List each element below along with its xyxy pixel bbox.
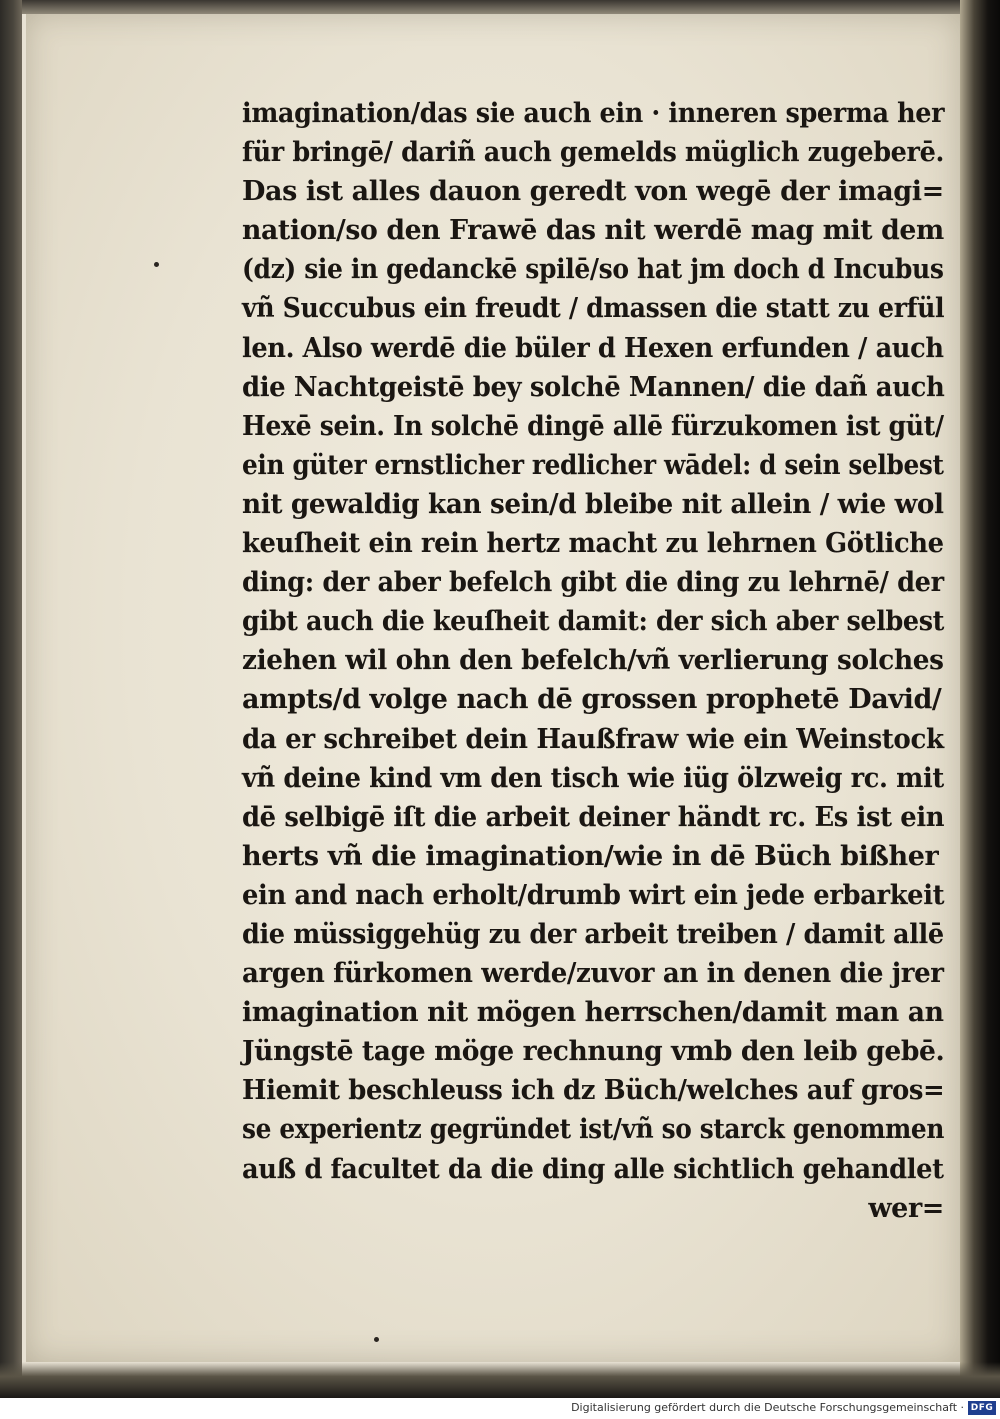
text-line: ein and nach erholt/drumb wirt ein jede erbarkeit (242, 879, 945, 911)
text-line: Hiemit beschleuss ich dz Büch/welches auf gros= (242, 1075, 945, 1107)
funding-credit: Digitalisierung gefördert durch die Deutsche Forschungsgemeinschaft · (571, 1401, 964, 1414)
bottom-edge (0, 1362, 1000, 1398)
text-line: imagination nit mögen herrschen/damit man an (242, 997, 944, 1029)
text-line: auß d facultet da die ding alle sichtlich gehandlet (242, 1153, 944, 1185)
margin-mark (154, 262, 159, 267)
text-line: für bringē/ dariñ auch gemelds müglich zugeberē. (242, 137, 944, 169)
text-line: die Nachtgeistē bey solchē Mannen/ die dañ auch (242, 371, 945, 403)
book-spine (960, 0, 1000, 1398)
text-line: die müssiggehüg zu der arbeit treiben / damit allē (242, 918, 944, 950)
footer-bar (0, 1398, 1000, 1419)
text-line: argen fürkomen werde/zuvor an in denen die jrer (242, 958, 944, 990)
text-line: gibt auch die keuſheit damit: der sich aber selbest (242, 606, 945, 638)
text-line: ding: der aber befelch gibt die ding zu lehrnē/ der (242, 567, 944, 599)
top-edge (0, 0, 1000, 14)
text-line: ampts/d volge nach dē grossen prophetē David/ (242, 684, 942, 716)
text-line: da er schreibet dein Haußfraw wie ein Weinstock (242, 723, 944, 755)
text-line: vñ Succubus ein freudt / dmassen die statt zu erfül (242, 293, 945, 325)
text-line: Jüngstē tage möge rechnung vmb den leib gebē. (242, 1036, 945, 1068)
text-line: se experientz gegründet ist/vñ so starck genommen (242, 1114, 945, 1146)
text-line: nation/so den Frawē das nit werdē mag mit dem (242, 215, 944, 247)
text-line: nit gewaldig kan sein/d bleibe nit allein / wie wol (242, 488, 944, 520)
dfg-logo: DFG (968, 1401, 996, 1415)
left-edge (0, 0, 22, 1398)
text-line: dē selbigē iſt die arbeit deiner händt rc. Es ist ein (242, 801, 945, 833)
text-line: keuſheit ein rein hertz macht zu lehrnen Götliche (242, 528, 944, 560)
text-line: ein güter ernstlicher redlicher wādel: d sein selbest (242, 449, 944, 481)
catchword: wer= (868, 1192, 944, 1224)
text-line: vñ deine kind vm den tisch wie iüg ölzweig rc. mit (242, 762, 944, 794)
text-line: imagination/das sie auch ein · inneren sperma her (242, 98, 945, 129)
text-block (242, 94, 944, 1228)
page-mark (374, 1337, 379, 1342)
text-line: herts vñ die imagination/wie in dē Büch bißher (242, 840, 939, 872)
text-line: len. Also werdē die büler d Hexen erfunden / auch (242, 332, 944, 364)
text-line: (dz) sie in gedanckē spilē/so hat jm doch d Incubus (242, 254, 944, 286)
text-line: Das ist alles dauon geredt von wegē der imagi= (242, 176, 944, 208)
text-line: ziehen wil ohn den befelch/vñ verlierung solches (242, 645, 944, 677)
text-line: Hexē sein. In solchē dingē allē fürzukomen ist güt/ (242, 410, 944, 442)
